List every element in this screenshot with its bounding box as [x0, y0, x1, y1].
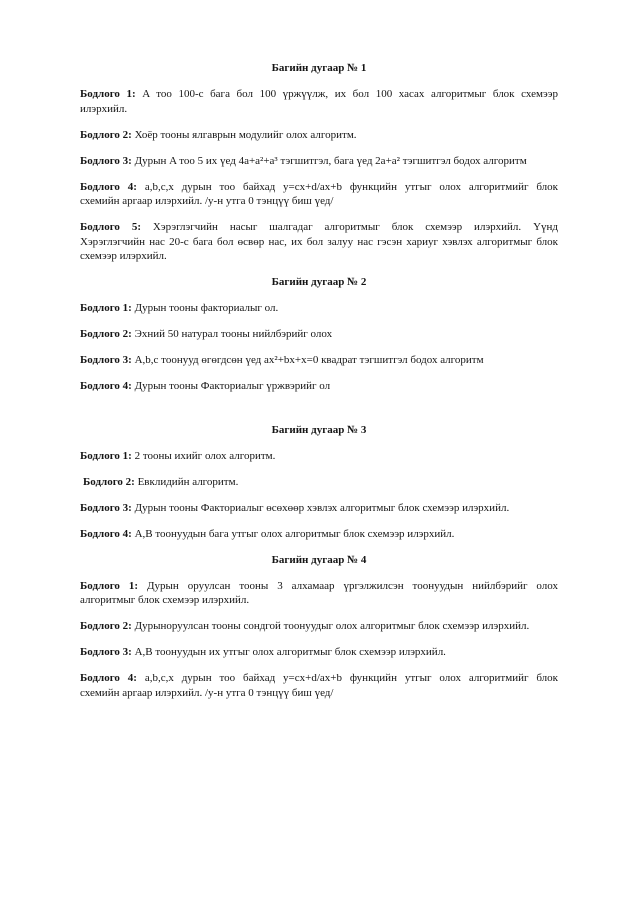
problem-line: [80, 87, 558, 102]
problem: [80, 353, 558, 368]
problem: [80, 379, 558, 394]
problem-label: Бодлого 4:: [80, 380, 132, 392]
team-section-2: [80, 275, 558, 394]
problem-label: Бодлого 3:: [80, 501, 132, 514]
problem-text: Дурын тооны факториалыг ол.: [134, 302, 279, 314]
problem-line: [80, 645, 558, 660]
problem: [80, 501, 558, 516]
problem-line: [80, 501, 558, 516]
problem-line: [80, 527, 558, 542]
problem-text: A,b,c тоонууд өгөгдсөн үед ax²+bx+x=0 квадрат тэгшитгэл бодох алгоритм: [134, 354, 484, 366]
problem-label: Бодлого 5:: [80, 221, 141, 233]
problem-label: Бодлого 2:: [80, 328, 132, 340]
problem-line: [80, 379, 558, 394]
problem-text: Дурын тооны Факториалыг үржвэрийг ол: [134, 380, 331, 392]
problem: [80, 180, 558, 209]
team-section-1: [80, 61, 558, 264]
team-title: Багийн дугаар № 2: [271, 276, 367, 288]
problem-line: [80, 579, 558, 594]
problem-line: [80, 353, 558, 368]
problem-line: [80, 671, 558, 686]
problem: [80, 154, 558, 169]
problem-line: схемийн аргаар илэрхийл. /y-н утга 0 тэнцүү биш үед/: [80, 195, 334, 207]
problem-label: Бодлого 1:: [80, 302, 132, 314]
problem-label: Бодлого 3:: [80, 646, 132, 658]
problem: [80, 527, 558, 542]
problem-text: Евклидийн алгоритм.: [137, 475, 239, 488]
problem-text: Эхний 50 натурал тооны нийлбэрийг олох: [134, 328, 333, 340]
problem-line: схемээр илэрхийл.: [80, 250, 167, 262]
problem-label: Бодлого 4:: [80, 672, 137, 684]
problem-text: Хоёр тооны ялгаврын модулийг олох алгоритм.: [134, 128, 357, 141]
problem-line: илэрхийл.: [80, 102, 128, 115]
problem-text: Дурыноруулсан тооны сондгой тоонуудыг олох алгоритмыг блок схемээр илэрхийл.: [134, 620, 530, 632]
problem-line: [80, 619, 558, 634]
problem-text: a,b,c,x дурын тоо байхад y=cx+d/ax+b функцийн утгыг олох алгоритмийг блок: [144, 672, 559, 684]
problem: [80, 449, 558, 464]
problem-line: [80, 180, 558, 195]
problem-label: Бодлого 2:: [80, 620, 132, 632]
problem: [80, 579, 558, 608]
problem-label: Бодлого 4:: [80, 180, 137, 193]
problem-text: A тоо 100-с бага бол 100 үржүүлж, их бол 100 хасах алгоритмыг блок схемээр: [142, 88, 558, 100]
problem-line: [80, 301, 558, 316]
problem-line: схемийн аргаар илэрхийл. /y-н утга 0 тэнцүү биш үед/: [80, 686, 334, 699]
team-section-3: [80, 423, 558, 542]
problem-label: Бодлого 4:: [80, 527, 132, 540]
problem-label: Бодлого 2:: [83, 475, 135, 488]
team-title: Багийн дугаар № 1: [271, 62, 367, 74]
problem: [80, 128, 558, 143]
problem-text: a,b,c,x дурын тоо байхад y=cx+d/ax+b функцийн утгыг олох алгоритмийг блок: [144, 180, 559, 193]
problem-label: Бодлого 3:: [80, 154, 132, 167]
problem: [80, 220, 558, 264]
problem-text: Дурын A тоо 5 их үед 4a+a²+a³ тэгшитгэл, бага үед 2a+a² тэгшитгэл бодох алгоритм: [134, 154, 527, 167]
problem-text: Дурын оруулсан тооны 3 алхамаар үргэлжилсэн тоонуудын нийлбэрийг олох: [146, 579, 558, 592]
problem: [80, 475, 558, 490]
problem: [80, 619, 558, 634]
problem-line: Хэрэглэгчийн нас 20-с бага бол өсвөр нас, их бол залуу нас гэсэн хариуг хэвлэх алгоритмыг блок: [80, 235, 558, 248]
team-title: Багийн дугаар № 3: [271, 423, 367, 436]
problem-label: Бодлого 1:: [80, 579, 139, 592]
team-section-4: [80, 553, 558, 701]
problem-line: [80, 128, 558, 143]
problem-line: [80, 220, 558, 235]
problem: [80, 645, 558, 660]
problem-line: алгоритмыг блок схемээр илэрхийл.: [80, 594, 250, 606]
problem-label: Бодлого 3:: [80, 354, 132, 366]
problem-label: Бодлого 2:: [80, 128, 132, 141]
problem-label: Бодлого 1:: [80, 88, 136, 100]
problem-line: [83, 475, 558, 490]
team-title: Багийн дугаар № 4: [271, 553, 367, 566]
problem-text: Хэрэглэгчийн насыг шалгадаг алгоритмыг блок схемээр илэрхийл. Үүнд: [152, 221, 559, 233]
problem-text: 2 тооны ихийг олох алгоритм.: [134, 449, 276, 462]
problem-text: A,B тоонуудын их утгыг олох алгоритмыг блок схемээр илэрхийл.: [134, 646, 446, 658]
problem-line: [80, 327, 558, 342]
problem-text: Дурын тооны Факториалыг өсөхөөр хэвлэх алгоритмыг блок схемээр илэрхийл.: [134, 501, 510, 514]
problem: [80, 327, 558, 342]
problem-label: Бодлого 1:: [80, 449, 132, 462]
problem: [80, 671, 558, 700]
problem-line: [80, 154, 558, 169]
problem: [80, 87, 558, 116]
problem: [80, 301, 558, 316]
problem-text: A,B тоонуудын бага утгыг олох алгоритмыг блок схемээр илэрхийл.: [134, 527, 455, 540]
problem-line: [80, 449, 558, 464]
document-body: [80, 61, 558, 700]
